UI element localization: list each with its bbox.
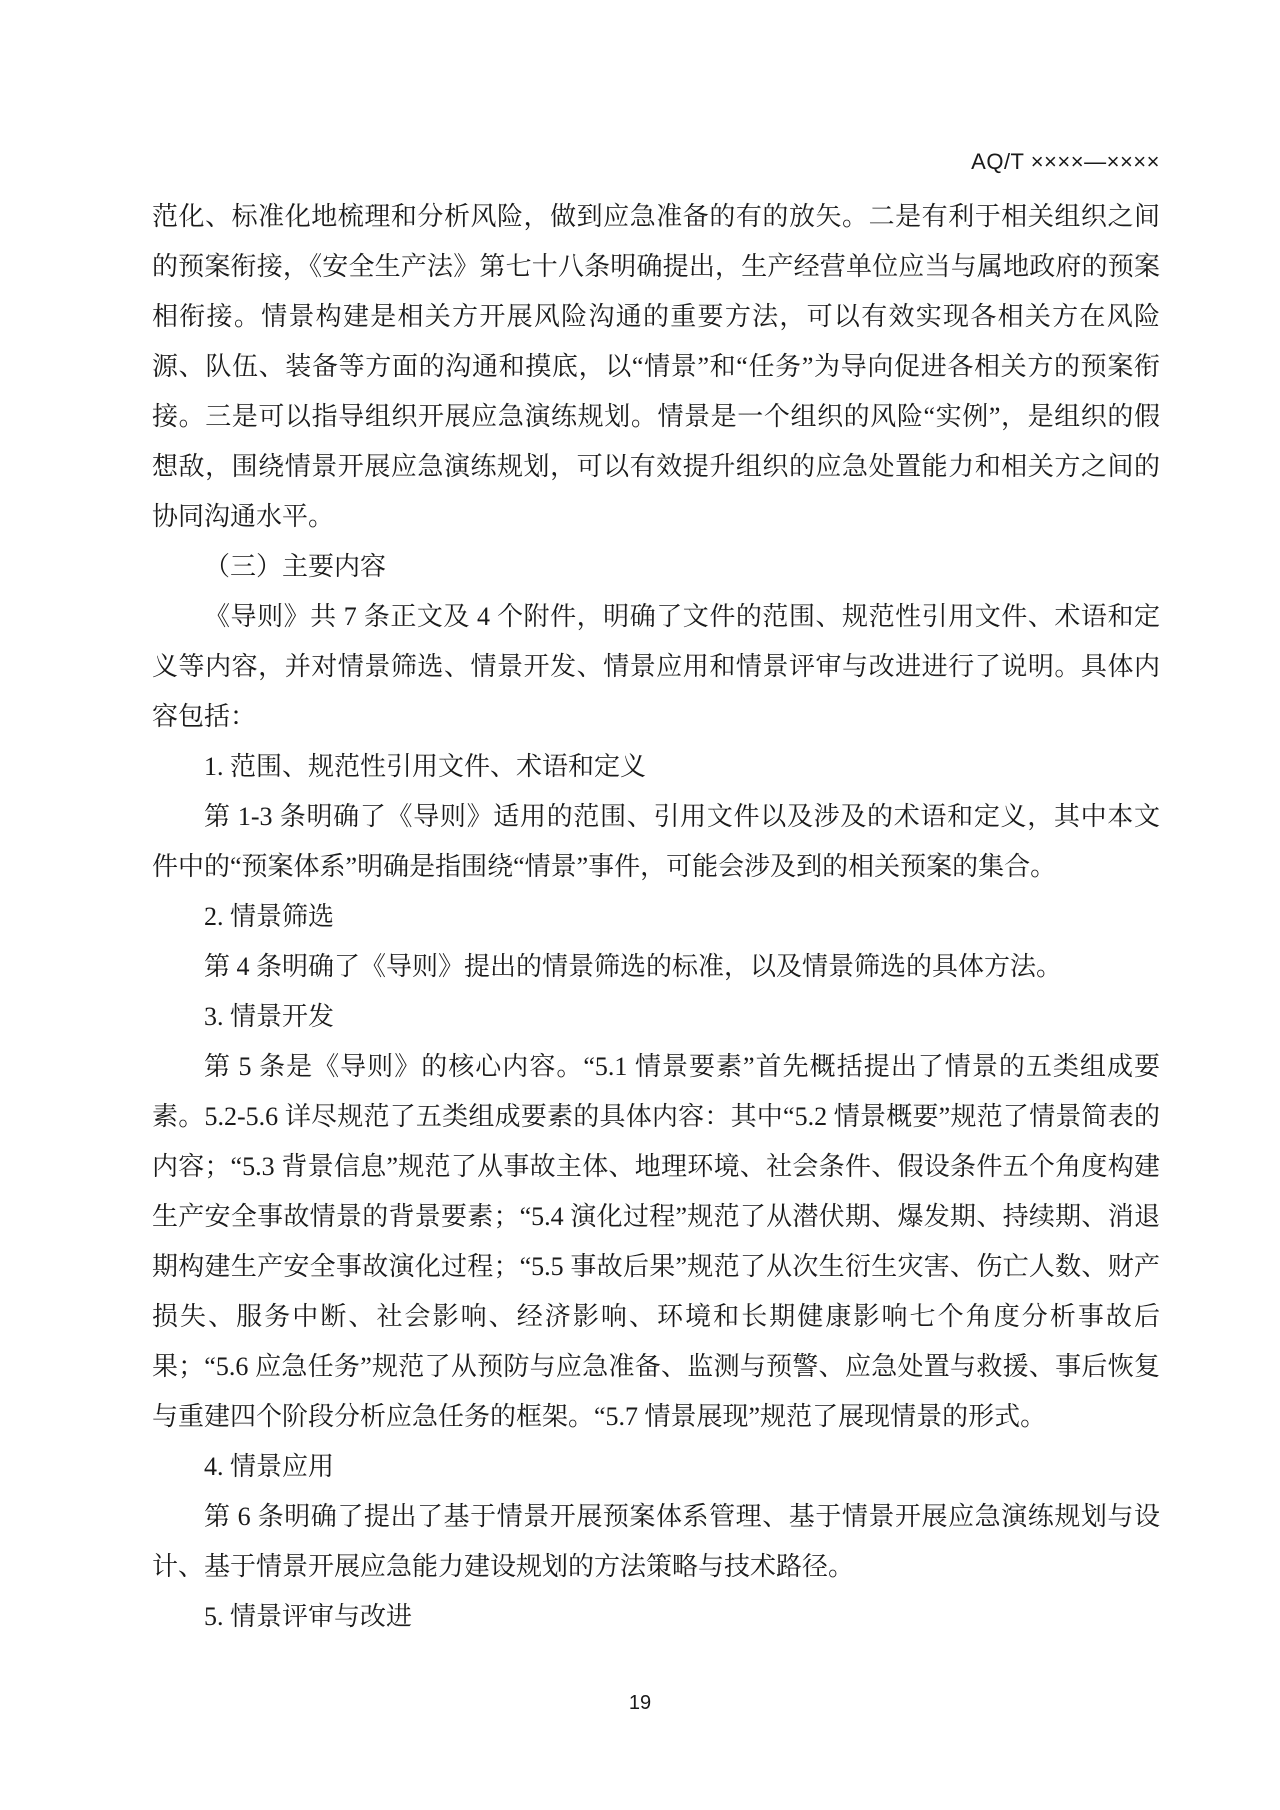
paragraph: 第 6 条明确了提出了基于情景开展预案体系管理、基于情景开展应急演练规划与设计、基于情景开展应急能力建设规划的方法策略与技术路径。 xyxy=(152,1502,1160,1581)
paragraph: （三）主要内容 xyxy=(204,552,387,581)
paragraph: 5. 情景评审与改进 xyxy=(204,1602,413,1631)
paragraph: 4. 情景应用 xyxy=(204,1452,335,1481)
paragraph: 第 4 条明确了《导则》提出的情景筛选的标准，以及情景筛选的具体方法。 xyxy=(204,952,1063,981)
paragraph: 第 5 条是《导则》的核心内容。“5.1 情景要素”首先概括提出了情景的五类组成要素。5.2-5.6 详尽规范了五类组成要素的具体内容：其中“5.2 情景概要”规范了情景简表的内容；“5.3 背景信息”规范了从事故主体、地理环境、社会条件、假设条件五个角度构建生产安全事故情景的背景要素；“5.4 演化过程”规范了从潜伏期、爆发期、持续期、消退期构建生产安全事故演化过程；“5.5 事故后果”规范了从次生衍生灾害、伤亡人数、财产损失、服务中断、社会影响、经济影响、环境和长期健康影响七个角度分析事故后果；“5.6 应急任务”规范了从预防与应急准备、监测与预警、应急处置与救援、事后恢复与重建四个阶段分析应急任务的框架。“5.7 情景展现”规范了展现情景的形式。 xyxy=(152,1052,1160,1431)
paragraph: 3. 情景开发 xyxy=(204,1002,335,1031)
paragraph: 《导则》共 7 条正文及 4 个附件，明确了文件的范围、规范性引用文件、术语和定义等内容，并对情景筛选、情景开发、情景应用和情景评审与改进进行了说明。具体内容包括： xyxy=(152,602,1160,731)
document-body xyxy=(152,192,1160,1642)
paragraph: 第 1-3 条明确了《导则》适用的范围、引用文件以及涉及的术语和定义，其中本文件中的“预案体系”明确是指围绕“情景”事件，可能会涉及到的相关预案的集合。 xyxy=(152,802,1160,881)
paragraph: 范化、标准化地梳理和分析风险，做到应急准备的有的放矢。二是有利于相关组织之间的预案衔接，《安全生产法》第七十八条明确提出，生产经营单位应当与属地政府的预案相衔接。情景构建是相关方开展风险沟通的重要方法，可以有效实现各相关方在风险源、队伍、装备等方面的沟通和摸底，以“情景”和“任务”为导向促进各相关方的预案衔接。三是可以指导组织开展应急演练规划。情景是一个组织的风险“实例”，是组织的假想敌，围绕情景开展应急演练规划，可以有效提升组织的应急处置能力和相关方之间的协同沟通水平。 xyxy=(152,202,1160,531)
document-code-header: AQ/T ××××—×××× xyxy=(971,149,1160,174)
paragraph: 1. 范围、规范性引用文件、术语和定义 xyxy=(204,752,647,781)
page-number: 19 xyxy=(628,1692,652,1714)
paragraph: 2. 情景筛选 xyxy=(204,902,335,931)
